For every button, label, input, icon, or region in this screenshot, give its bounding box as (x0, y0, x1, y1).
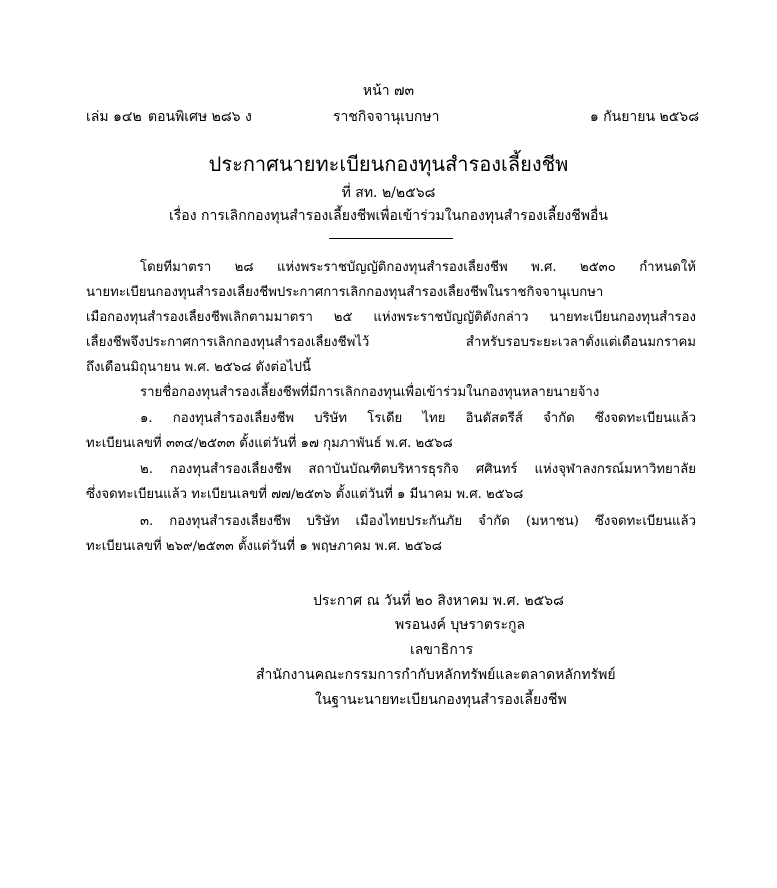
list-item-line: ซึ่งจดทะเบียนแล้ว ทะเบียนเลขที่ ๗๗/๒๕๓๖ ตั้งแต่วันที่ ๑ มีนาคม พ.ศ. ๒๕๖๘ (86, 487, 524, 502)
list-heading: รายชื่อกองทุนสำรองเลี้ยงชีพที่มีการเลิกกองทุนเพื่อเข้าร่วมในกองทุนหลายนายจ้าง (140, 385, 600, 400)
intro-line: เลี้ยงชีพจึงประกาศการเลิกกองทุนสำรองเลี้ยงชีพไว้ สำหรับรอบระยะเวลาตั้งแต่เดือนมกราคม (86, 335, 696, 350)
signatory-office: สำนักงานคณะกรรมการกำกับหลักทรัพย์และตลาดหลักทรัพย์ (256, 667, 616, 683)
intro-line: นายทะเบียนกองทุนสำรองเลี้ยงชีพประกาศการเลิกกองทุนสำรองเลี้ยงชีพในราชกิจจานุเบกษา (86, 285, 604, 300)
announcement-date: ประกาศ ณ วันที่ ๒๐ สิงหาคม พ.ศ. ๒๕๖๘ (313, 593, 564, 609)
header-issue: ตอนพิเศษ ๒๘๖ ง (148, 109, 252, 125)
header-date: ๑ กันยายน ๒๕๖๘ (589, 109, 699, 125)
intro-line: โดยที่มาตรา ๒๘ แห่งพระราชบัญญัติกองทุนสำรองเลี้ยงชีพ พ.ศ. ๒๕๓๐ กำหนดให้ (140, 260, 696, 275)
intro-line: ถึงเดือนมิถุนายน พ.ศ. ๒๕๖๘ ดังต่อไปนี้ (86, 360, 312, 375)
page-number: หน้า ๗๓ (362, 83, 415, 99)
signatory-name: พรอนงค์ บุษราตระกูล (395, 617, 526, 633)
list-item-line: ๓. กองทุนสำรองเลี้ยงชีพ บริษัท เมืองไทยประกันภัย จำกัด (มหาชน) ซึ่งจดทะเบียนแล้ว (140, 514, 696, 529)
signatory-position: เลขาธิการ (410, 642, 474, 658)
reference-number: ที่ สท. ๒/๒๕๖๘ (341, 185, 436, 201)
header-gazette-name: ราชกิจจานุเบกษา (333, 109, 440, 125)
divider (329, 238, 453, 239)
header-volume: เล่ม ๑๔๒ (86, 109, 142, 125)
announcement-title: ประกาศนายทะเบียนกองทุนสำรองเลี้ยงชีพ (208, 152, 569, 176)
gazette-header (0, 106, 777, 126)
subject-line: เรื่อง การเลิกกองทุนสำรองเลี้ยงชีพเพื่อเข้าร่วมในกองทุนสำรองเลี้ยงชีพอื่น (169, 208, 608, 224)
list-item-line: ทะเบียนเลขที่ ๒๖๙/๒๕๓๓ ตั้งแต่วันที่ ๑ พฤษภาคม พ.ศ. ๒๕๖๘ (86, 539, 442, 554)
intro-line: เมื่อกองทุนสำรองเลี้ยงชีพเลิกตามมาตรา ๒๕ แห่งพระราชบัญญัติดังกล่าว นายทะเบียนกองทุนสำรอง (86, 310, 696, 325)
list-item-line: ทะเบียนเลขที่ ๓๓๔/๒๕๓๓ ตั้งแต่วันที่ ๑๗ กุมภาพันธ์ พ.ศ. ๒๕๖๘ (86, 436, 453, 451)
signatory-capacity: ในฐานะนายทะเบียนกองทุนสำรองเลี้ยงชีพ (315, 692, 567, 708)
list-item-line: ๑. กองทุนสำรองเลี้ยงชีพ บริษัท โรเดีย ไทย อินดัสตรีส์ จำกัด ซึ่งจดทะเบียนแล้ว (140, 411, 696, 426)
list-item-line: ๒. กองทุนสำรองเลี้ยงชีพ สถาบันบัณฑิตบริหารธุรกิจ ศศินทร์ แห่งจุฬาลงกรณ์มหาวิทยาลัย (140, 462, 696, 477)
